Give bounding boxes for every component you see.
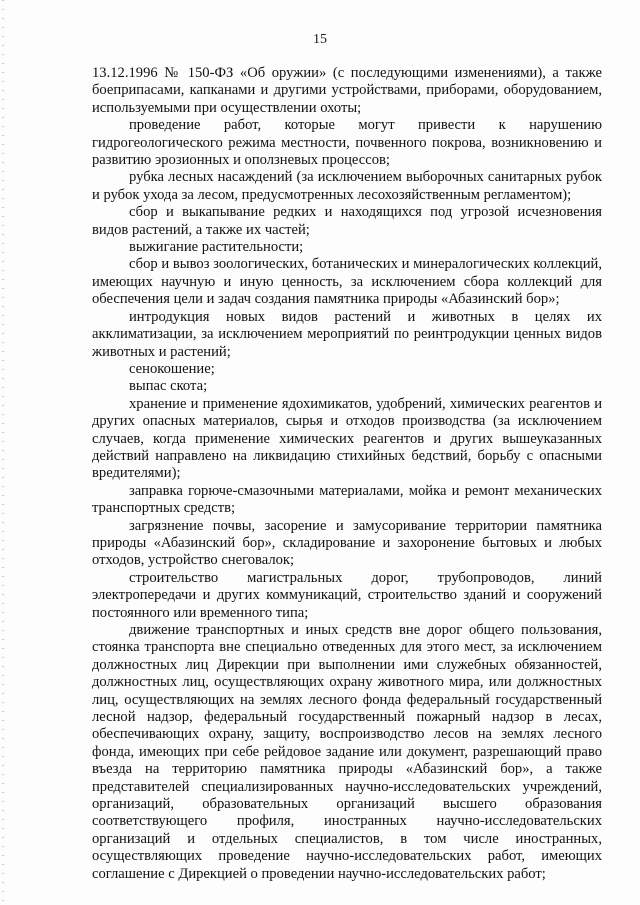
scan-edge-marks (2, 0, 4, 905)
paragraph-vehicle-refueling: заправка горюче-смазочными материалами, мойка и ремонт механических транспортных средств; (92, 482, 602, 517)
page-number: 15 (313, 32, 327, 47)
paragraph-grazing: выпас скота; (129, 378, 208, 395)
paragraph-weapons-continuation: 13.12.1996 № 150-ФЗ «Об оружии» (с последующими изменениями), а также боеприпасами, капканами и другими устройствами, приборами, оборудованием, используемыми при осуществлении охоты; (92, 65, 602, 116)
paragraph-vegetation-burning: выжигание растительности; (129, 239, 304, 256)
paragraph-chemicals-storage: хранение и применение ядохимикатов, удобрений, химических реагентов и других опасных материалов, сырья и отходов производства (за исключением случаев, когда применение химических реагентов и других вышеуказанных действий направлено на ликвидацию стихийных бедствий, борьбу с опасными вредителями); (92, 395, 602, 482)
paragraph-collections-export: сбор и вывоз зоологических, ботанических и минералогических коллекций, имеющих научную и иную ценность, за исключением сбора коллекций для обеспечения цели и задач создания памятника природы «Абазинский бор»; (92, 256, 602, 308)
paragraph-haymaking: сенокошение; (129, 360, 215, 377)
paragraph-hydrogeology-works: проведение работ, которые могут привести к нарушению гидрогеологического режима местности, почвенного покрова, возникновению и развитию эрозионных и оползневых процессов; (92, 117, 602, 169)
paragraph-forest-felling: рубка лесных насаждений (за исключением выборочных санитарных рубок и рубок ухода за лесом, предусмотренных лесохозяйственным регламентом); (92, 169, 602, 203)
paragraph-construction: строительство магистральных дорог, трубопроводов, линий электропередачи и других коммуникаций, строительство зданий и сооружений постоянного или временного типа; (92, 569, 602, 621)
paragraph-rare-plants-collection: сбор и выкапывание редких и находящихся под угрозой исчезновения видов растений, а также их частей; (92, 204, 602, 238)
paragraph-vehicle-movement: движение транспортных и иных средств вне дорог общего пользования, стоянка транспорта вне специально отведенных для этого мест, за исключением должностных лиц Дирекции при выполнении ими служебных обязанностей, должностных лиц, осуществляющих охрану животного мира, или должностных лиц, осуществляющих на землях лесного фонда федеральный государственный лесной надзор, федеральный государственный пожарный надзор в лесах, обеспечивающих охрану, защиту, воспроизводство лесов на землях лесного фонда, имеющих при себе рейдовое задание или документ, разрешающий право въезда на территорию памятника природы «Абазинский бор», а также представителей специализированных научно-исследовательских учреждений, организаций, образовательных организаций высшего образования соответствующего профиля, иностранных научно-исследовательских организаций и отдельных специалистов, в том числе иностранных, осуществляющих проведение научно-исследовательских работ, имеющих соглашение с Дирекцией о проведении научно-исследовательских работ; (92, 622, 602, 882)
document-body (92, 65, 602, 883)
paragraph-species-introduction: интродукция новых видов растений и животных в целях их акклиматизации, за исключением мероприятий по реинтродукции ценных видов животных и растений; (92, 308, 602, 360)
paragraph-soil-pollution: загрязнение почвы, засорение и замусоривание территории памятника природы «Абазинский бор», складирование и захоронение бытовых и любых отходов, устройство снеговалок; (92, 517, 602, 569)
